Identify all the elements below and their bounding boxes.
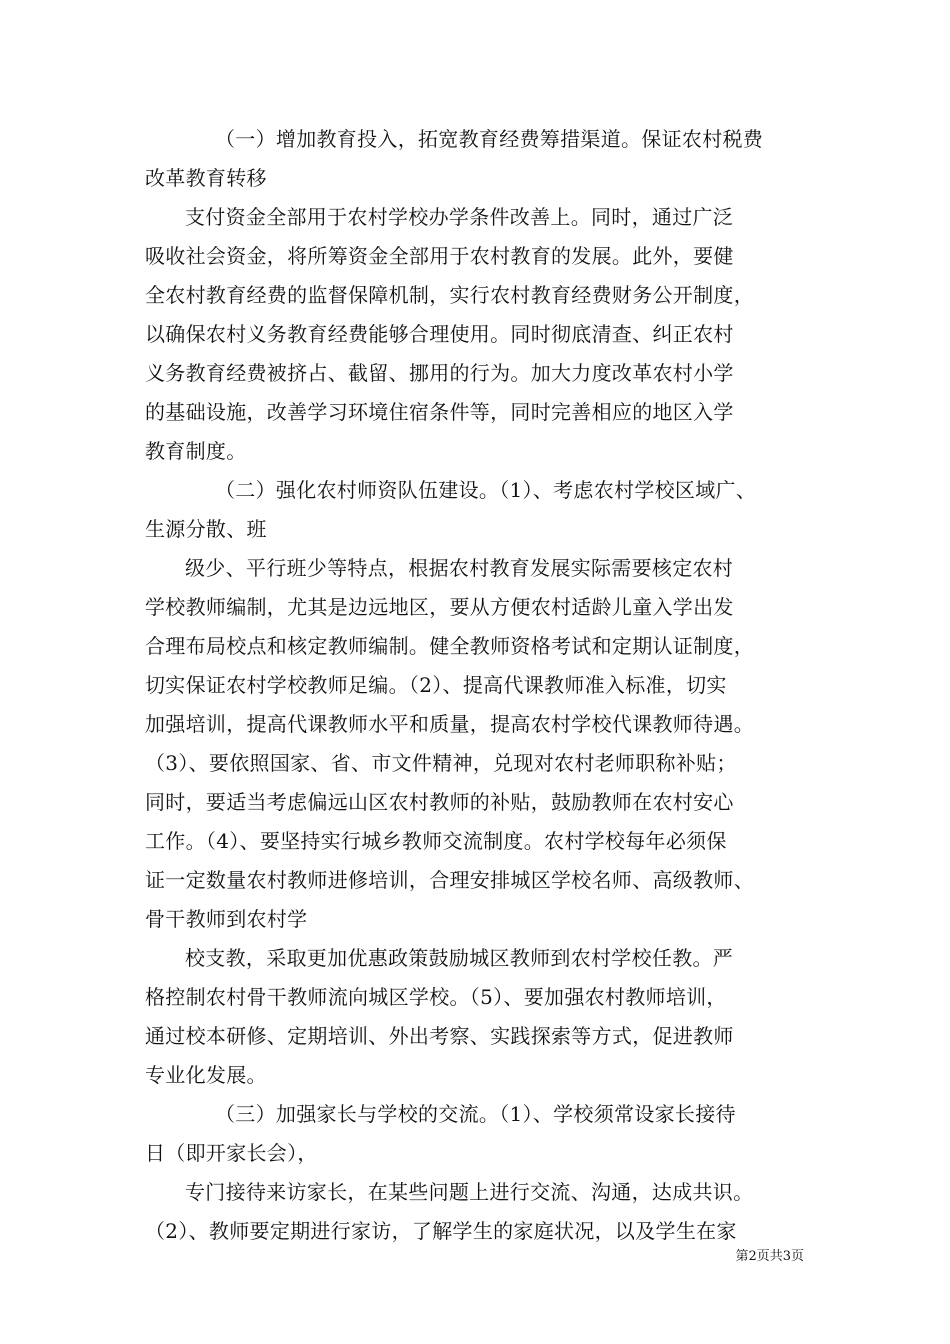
paragraph-3-body-line: 专业化发展。: [145, 1063, 267, 1087]
document-body: [145, 120, 815, 1251]
paragraph-1-heading-line: 改革教育转移: [145, 166, 267, 190]
paragraph-2-body-line: 加强培训，提高代课教师水平和质量，提高农村学校代课教师待遇。: [145, 712, 754, 736]
paragraph-2-body-line: 工作。（4）、要坚持实行城乡教师交流制度。农村学校每年必须保: [145, 829, 727, 853]
paragraph-1-body-line: 支付资金全部用于农村学校办学条件改善上。同时，通过广泛: [185, 205, 734, 229]
paragraph-1-body-line: 以确保农村义务教育经费能够合理使用。同时彻底清查、纠正农村: [145, 322, 734, 346]
paragraph-2-body-line: 同时，要适当考虑偏远山区农村教师的补贴，鼓励教师在农村安心: [145, 790, 734, 814]
paragraph-2-body-line: 骨干教师到农村学: [145, 907, 308, 931]
paragraph-2-body-line: 学校教师编制，尤其是边远地区，要从方便农村适龄儿童入学出发: [145, 595, 734, 619]
paragraph-2-body-line: （3）、要依照国家、省、市文件精神，兑现对农村老师职称补贴；: [145, 751, 737, 775]
paragraph-4-heading-line: 日（即开家长会），: [145, 1141, 318, 1165]
paragraph-1-body-line: 教育制度。: [145, 439, 247, 463]
paragraph-3-body-line: 格控制农村骨干教师流向城区学校。（5）、要加强农村教师培训，: [145, 985, 727, 1009]
paragraph-3-body-line: 通过校本研修、定期培训、外出考察、实践探索等方式，促进教师: [145, 1024, 734, 1048]
paragraph-2-heading-line: 生源分散、班: [145, 517, 267, 541]
paragraph-2-body-line: 证一定数量农村教师进修培训，合理安排城区学校名师、高级教师、: [145, 868, 754, 892]
paragraph-2-body-line: 级少、平行班少等特点，根据农村教育发展实际需要核定农村: [185, 556, 734, 580]
paragraph-3-body-line: 校支教，采取更加优惠政策鼓励城区教师到农村学校任教。严: [185, 946, 734, 970]
page-number-footer: 第2页共3页: [735, 1249, 804, 1264]
paragraph-1-body-line: 的基础设施，改善学习环境住宿条件等，同时完善相应的地区入学: [145, 400, 734, 424]
paragraph-1-body-line: 全农村教育经费的监督保障机制，实行农村教育经费财务公开制度，: [145, 283, 754, 307]
paragraph-2-body-line: 切实保证农村学校教师足编。（2）、提高代课教师准入标准，切实: [145, 673, 727, 697]
paragraph-4-heading-line: （三）加强家长与学校的交流。（1）、学校须常设家长接待: [215, 1102, 736, 1126]
paragraph-4-body-line: 专门接待来访家长，在某些问题上进行交流、沟通，达成共识。: [185, 1180, 754, 1204]
paragraph-2-heading-line: （二）强化农村师资队伍建设。（1）、考虑农村学校区域广、: [215, 478, 757, 502]
paragraph-1-heading-line: （一）增加教育投入，拓宽教育经费筹措渠道。保证农村税费: [215, 127, 764, 151]
paragraph-2-body-line: 合理布局校点和核定教师编制。健全教师资格考试和定期认证制度，: [145, 634, 754, 658]
paragraph-1-body-line: 义务教育经费被挤占、截留、挪用的行为。加大力度改革农村小学: [145, 361, 734, 385]
paragraph-1-body-line: 吸收社会资金，将所筹资金全部用于农村教育的发展。此外，要健: [145, 244, 734, 268]
paragraph-4-body-line: （2）、教师要定期进行家访，了解学生的家庭状况，以及学生在家: [145, 1219, 737, 1243]
